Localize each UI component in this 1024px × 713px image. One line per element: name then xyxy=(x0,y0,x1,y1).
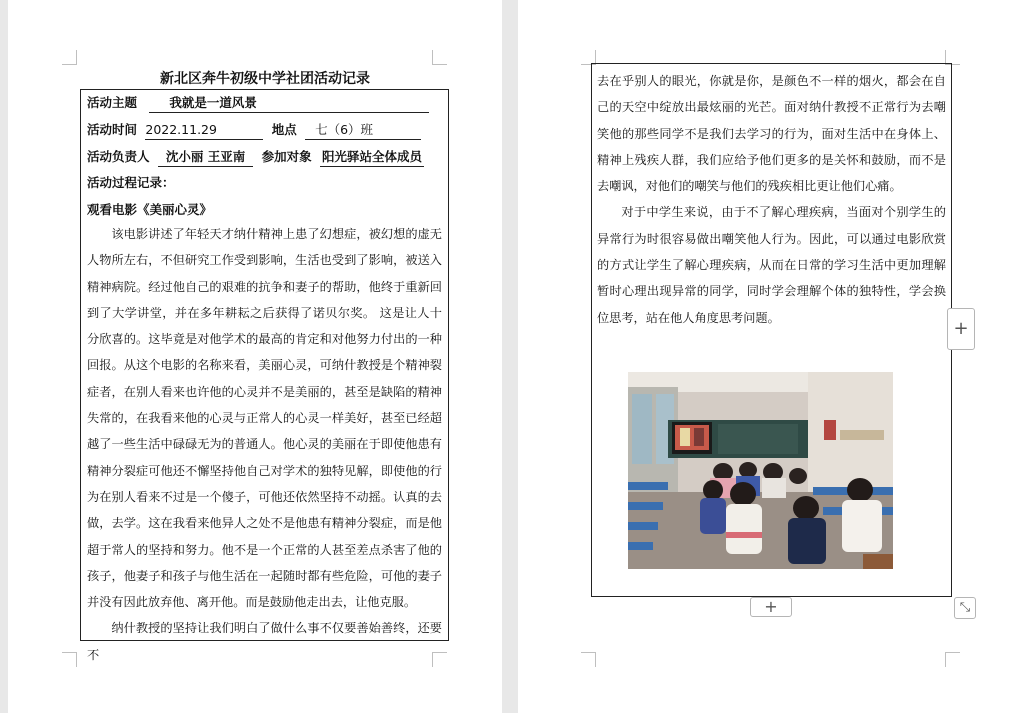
place-label: 地点 xyxy=(271,122,297,137)
section-heading: 观看电影《美丽心灵》 xyxy=(87,202,213,217)
margin-mark xyxy=(581,652,596,667)
theme-value: 我就是一道风景 xyxy=(169,95,257,110)
theme-label: 活动主题 xyxy=(87,95,138,110)
add-row-button[interactable]: + xyxy=(750,597,792,617)
margin-mark xyxy=(62,652,77,667)
classroom-photo[interactable] xyxy=(628,372,893,569)
participants-label: 参加对象 xyxy=(261,149,312,164)
time-label: 活动时间 xyxy=(87,122,138,137)
participants-value: 阳光驿站全体成员 xyxy=(320,148,424,167)
paragraph: 该电影讲述了年轻天才纳什精神上患了幻想症，被幻想的虚无人物所左右，不但研究工作受到影响，生活也受到了影响，被送入精神病院。经过他自己的艰难的抗争和妻子的帮助，他终于重新回到了大学讲堂，并在多年耕耘之后获得了诺贝尔奖。 这是让人十分欣喜的。这毕竟是对他学术的最高的肯定和对他努力付出的一种回报。从这个电影的名称来看，美丽心灵，可纳什教授是个精神裂症者，在别人看来也许他的心灵并不是美丽的，甚至是缺陷的精神失常的，在我看来他的心灵与正常人的心灵一样美好，甚至已经超越了一些生活中碌碌无为的普通人。他心灵的美丽在于即使他患有精神分裂症可他还不懈坚持他自己对学术的独特见解，即使他的行为在别人看来不过是一个傻子，可他还依然坚持不动摇。认真的去做，去学。这在我看来他异人之处不是他患有精神分裂症，而是他超于常人的坚持和努力。他不是一个正常的人甚至差点杀害了他的孩子，他妻子和孩子与他生活在一起随时都有些危险，可他的妻子并没有因此放弃他、离开他。而是鼓励他走出去，让他克服。 xyxy=(87,227,442,610)
place-value: 七（6）班 xyxy=(315,122,374,137)
paragraph: 去在乎别人的眼光，你就是你，是颜色不一样的烟火，都会在自己的天空中绽放出最炫丽的光芒。面对纳什教授不正常行为去嘲笑他的那些同学不是我们去学习的行为，面对生活中在身体上、精神上残疾人群，我们应给予他们更多的是关怀和鼓励，而不是去嘲讽，对他们的嘲笑与他们的残疾相比更让他们心痛。 xyxy=(597,74,946,194)
record-table-continued[interactable] xyxy=(591,63,952,597)
time-field xyxy=(145,121,263,140)
body-text xyxy=(87,221,442,668)
paragraph: 纳什教授的坚持让我们明白了做什么事不仅要善始善终，还要不 xyxy=(87,621,442,662)
leader-label: 活动负责人 xyxy=(87,149,150,164)
leader-value: 沈小丽 王亚南 xyxy=(158,148,253,167)
record-table[interactable] xyxy=(80,89,449,662)
time-place-row xyxy=(87,121,442,140)
document-page-1 xyxy=(8,0,502,713)
theme-field xyxy=(149,94,429,113)
body-text xyxy=(597,68,946,331)
classroom-photo-image xyxy=(628,372,893,569)
document-title: 新北区奔牛初级中学社团活动记录 xyxy=(160,71,370,87)
place-field xyxy=(305,121,421,140)
margin-mark xyxy=(945,652,960,667)
add-column-button[interactable]: + xyxy=(947,308,975,350)
leader-row xyxy=(87,148,442,167)
margin-mark xyxy=(62,50,77,65)
time-value: 2022.11.29 xyxy=(145,122,217,137)
resize-table-handle[interactable]: ⤡ xyxy=(954,597,976,619)
theme-row xyxy=(87,94,442,113)
margin-mark xyxy=(432,50,447,65)
process-label: 活动过程记录： xyxy=(87,175,175,190)
paragraph: 对于中学生来说，由于不了解心理疾病，当面对个别学生的异常行为时很容易做出嘲笑他人行为。因此，可以通过电影欣赏的方式让学生了解心理疾病，从而在日常的学习生活中更加理解暂时心理出现异常的同学，同时学会理解个体的独特性，学会换位思考，站在他人角度思考问题。 xyxy=(597,205,946,325)
